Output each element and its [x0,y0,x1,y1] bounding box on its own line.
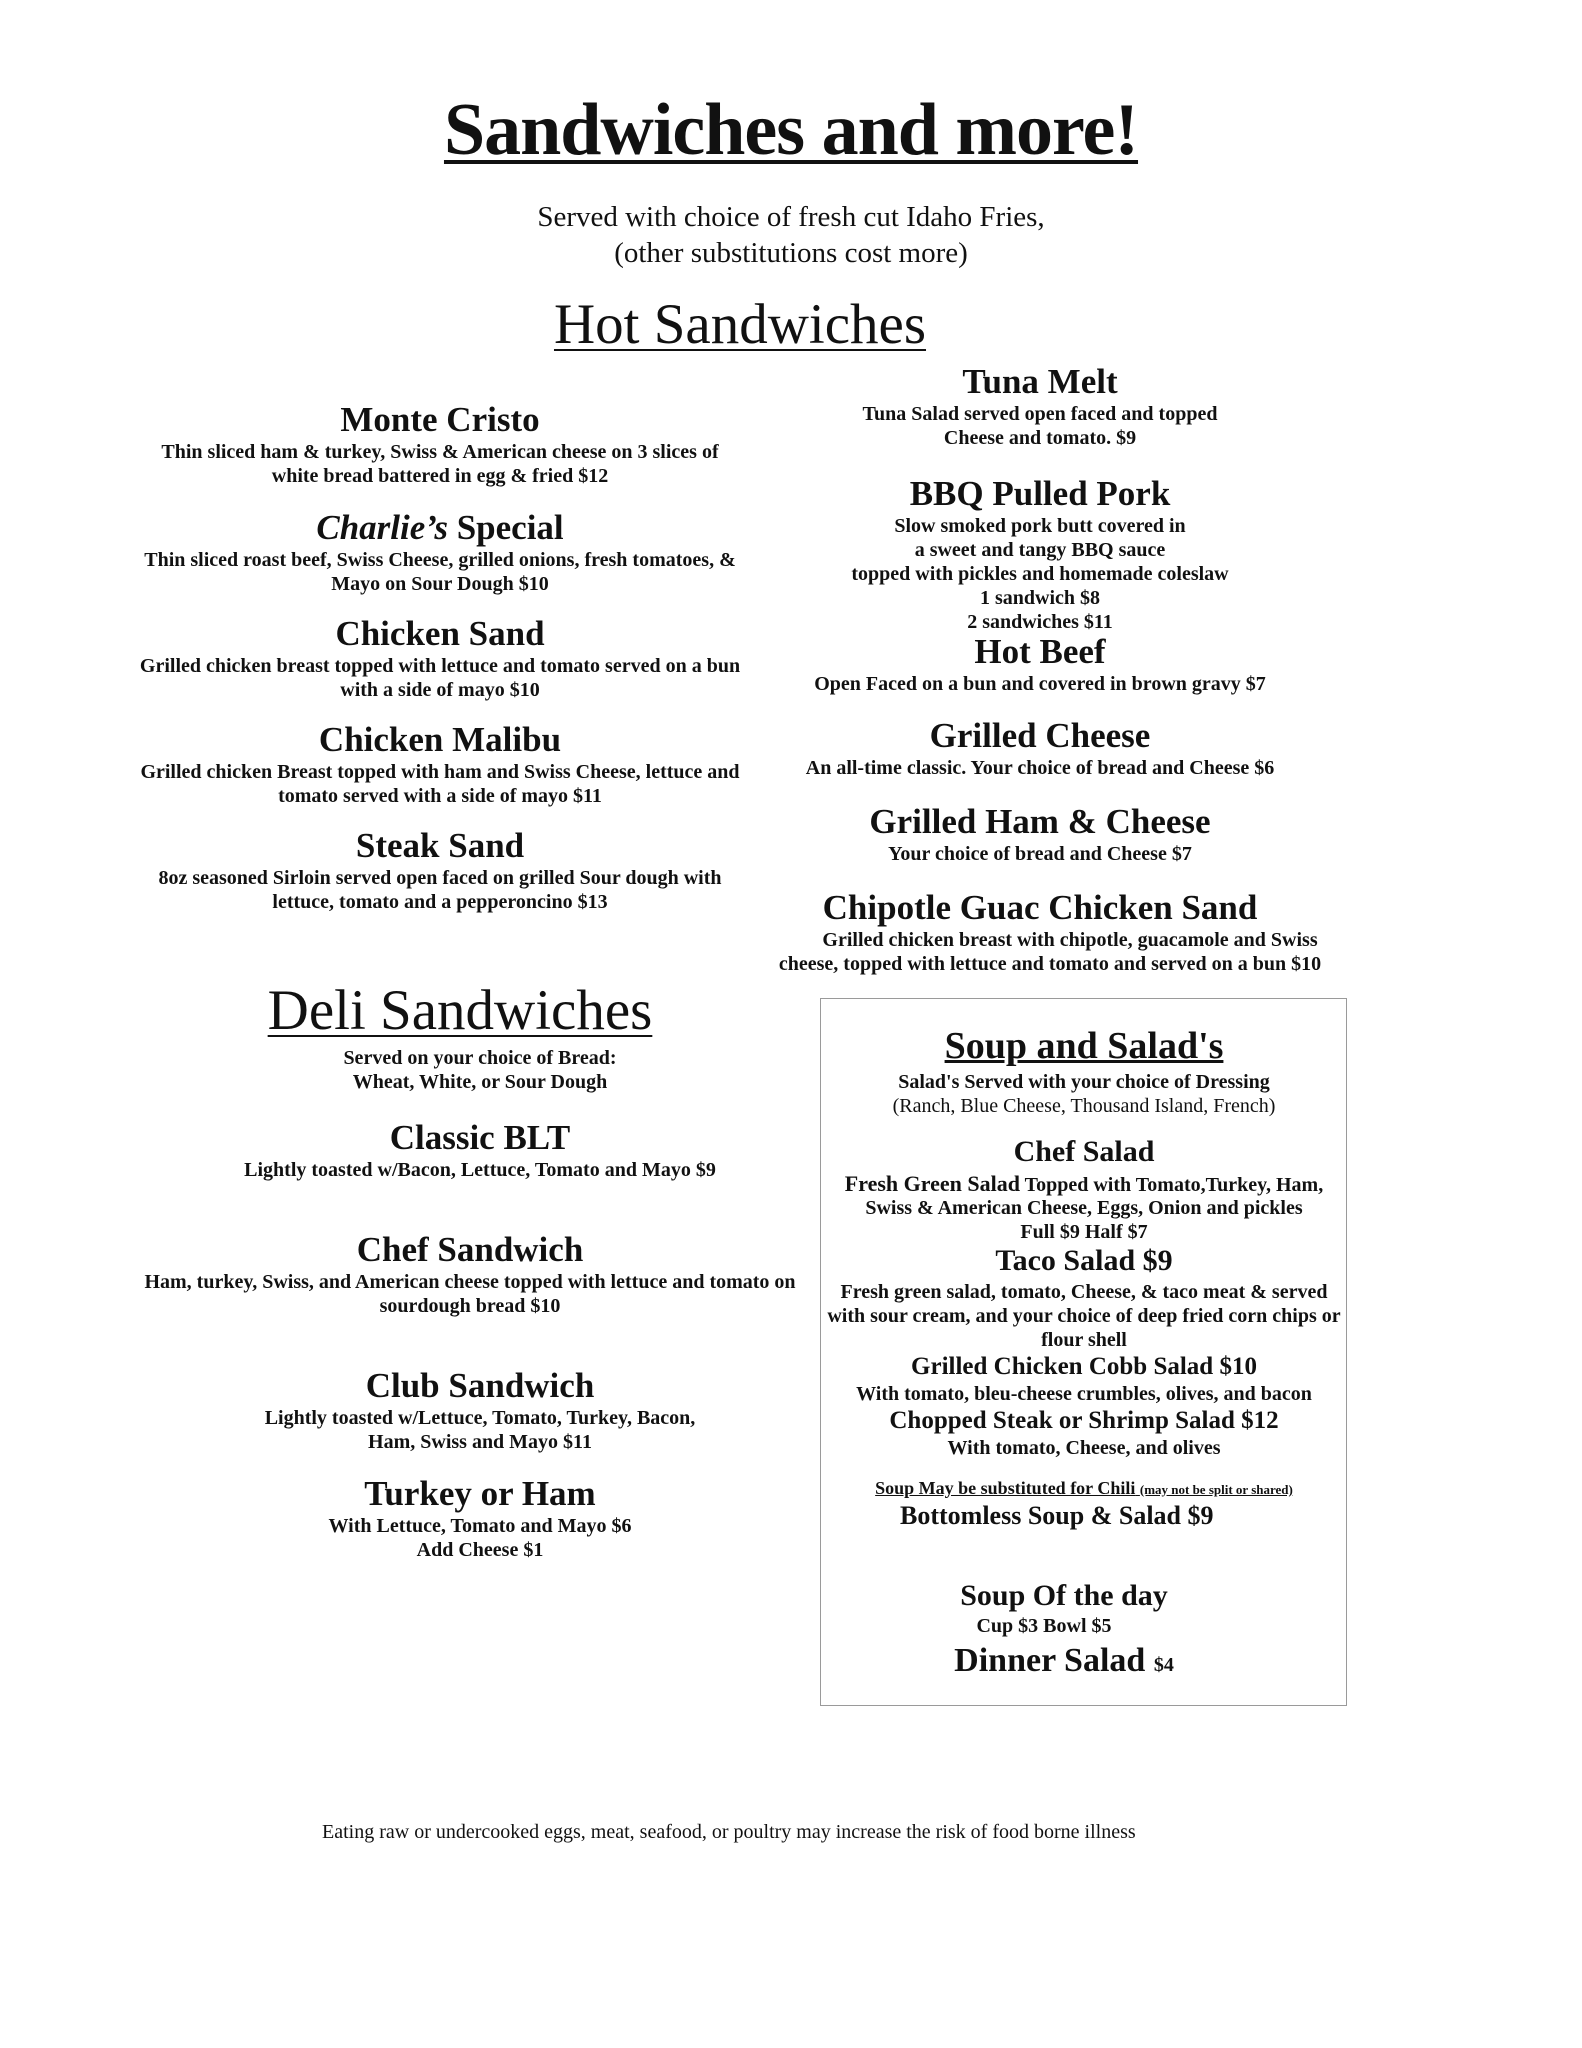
item-name: Grilled Cheese [929,716,1151,755]
item-name: Special [456,508,564,547]
menu-item-bbq-pulled-pork [760,474,1320,634]
chef-salad-price: Full $9 Half $7 [1020,1221,1148,1243]
item-desc-line: topped with pickles and homemade coleslaw [851,563,1229,585]
item-desc-line: Grilled chicken breast topped with lettuce and tomato served on a bun [139,655,741,677]
chef-salad-rest: Topped with Tomato,Turkey, Ham, [1019,1174,1324,1196]
taco-desc-line: Fresh green salad, tomato, Cheese, & taco meat & served [840,1281,1328,1303]
menu-item-charlies-special [120,508,760,596]
item-desc-line: Grilled chicken breast with chipotle, guacamole and Swiss [822,929,1318,951]
subtitle-line-2: (other substitutions cost more) [614,237,968,269]
chopped-salad-name: Chopped Steak or Shrimp Salad $12 [889,1407,1279,1434]
menu-item-tuna-melt [760,362,1320,450]
chef-salad-desc-1 [820,1172,1348,1197]
menu-item-steak-sand [120,826,760,914]
soup-salad-heading: Soup and Salad's [944,1025,1224,1067]
item-name: Chicken Malibu [318,720,562,759]
menu-item-turkey-or-ham [160,1474,800,1562]
item-desc-line: Lightly toasted w/Bacon, Lettuce, Tomato and Mayo $9 [244,1159,716,1181]
item-desc-line: Ham, Swiss and Mayo $11 [368,1431,592,1453]
deli-sandwiches-heading: Deli Sandwiches [267,979,653,1042]
item-name: Hot Beef [974,632,1106,671]
chili-note-small: (may not be split or shared) [1139,1482,1293,1497]
item-name: Club Sandwich [365,1366,595,1405]
item-name: Grilled Ham & Cheese [869,802,1211,841]
chili-note [820,1478,1348,1499]
menu-item-chipotle-guac [760,888,1320,928]
dinner-salad [800,1640,1328,1686]
item-desc-line: white bread battered in egg & fried $12 [271,465,609,487]
item-desc-line: Ham, turkey, Swiss, and American cheese topped with lettuce and tomato on [144,1271,796,1293]
item-name: Turkey or Ham [364,1474,596,1513]
menu-item-grilled-ham-cheese [760,802,1320,866]
item-name: Steak Sand [355,826,525,865]
deli-intro [160,1046,800,1094]
item-desc-line: 1 sandwich $8 [979,587,1101,609]
item-desc-line: Slow smoked pork butt covered in [894,515,1186,537]
chili-note-text: Soup May be substituted for Chili [875,1478,1136,1498]
item-desc-line: tomato served with a side of mayo $11 [278,785,602,807]
food-safety-disclaimer: Eating raw or undercooked eggs, meat, seafood, or poultry may increase the risk of food borne illness [322,1821,1136,1843]
item-desc-line: lettuce, tomato and a pepperoncino $13 [272,891,608,913]
chopped-salad-desc: With tomato, Cheese, and olives [947,1437,1221,1459]
item-desc-line: a sweet and tangy BBQ sauce [914,539,1166,561]
item-desc-line: Grilled chicken Breast topped with ham and Swiss Cheese, lettuce and [140,761,740,783]
page-title: Sandwiches and more! [443,89,1139,171]
item-desc-line: Mayo on Sour Dough $10 [331,573,549,595]
hot-sandwiches-heading: Hot Sandwiches [553,293,927,356]
cobb-salad-name: Grilled Chicken Cobb Salad $10 [911,1353,1257,1380]
menu-item-chicken-sand [120,614,760,702]
item-desc-line: Open Faced on a bun and covered in brown gravy $7 [814,673,1266,695]
item-desc-line: with a side of mayo $10 [340,679,540,701]
item-desc-line: Tuna Salad served open faced and topped [862,403,1218,425]
item-desc-line: Your choice of bread and Cheese $7 [888,843,1192,865]
item-desc-line: 2 sandwiches $11 [967,611,1113,633]
item-name: Monte Cristo [340,400,540,439]
item-desc-line: cheese, topped with lettuce and tomato and served on a bun $10 [778,953,1322,975]
taco-salad-name: Taco Salad $9 [995,1244,1173,1277]
item-name-italic: Charlie’s [316,508,448,547]
item-name: Classic BLT [389,1118,571,1157]
item-name: Chipotle Guac Chicken Sand [822,888,1258,927]
item-name: BBQ Pulled Pork [909,474,1171,513]
item-name: Chicken Sand [335,614,545,653]
soup-intro-1: Salad's Served with your choice of Dressing [898,1071,1270,1093]
item-desc-line: Thin sliced roast beef, Swiss Cheese, grilled onions, fresh tomatoes, & [144,549,736,571]
soup-of-the-day-price: Cup $3 Bowl $5 [976,1615,1112,1637]
menu-item-monte-cristo [120,400,760,488]
bottomless-soup-salad: Bottomless Soup & Salad $9 [900,1501,1214,1530]
chef-salad-name: Chef Salad [1013,1135,1155,1168]
menu-item-grilled-cheese [760,716,1320,780]
intro-line: Wheat, White, or Sour Dough [352,1071,608,1093]
taco-desc-line: with sour cream, and your choice of deep fried corn chips or [827,1305,1341,1327]
item-name: Chef Sandwich [356,1230,584,1269]
item-desc-line: 8oz seasoned Sirloin served open faced on grilled Sour dough with [158,867,722,889]
item-name: Tuna Melt [962,362,1118,401]
item-desc-line: Cheese and tomato. $9 [943,427,1137,449]
soup-of-the-day-name: Soup Of the day [960,1579,1168,1612]
dinner-salad-name: Dinner Salad [954,1642,1146,1679]
menu-item-hot-beef [760,632,1320,696]
intro-line: Served on your choice of Bread: [343,1047,617,1069]
chef-salad-desc-2: Swiss & American Cheese, Eggs, Onion and pickles [865,1197,1303,1219]
menu-item-club-sandwich [160,1366,800,1454]
soup-intro-2: (Ranch, Blue Cheese, Thousand Island, French) [892,1095,1276,1117]
taco-desc-line: flour shell [1041,1329,1127,1351]
item-desc-line: Lightly toasted w/Lettuce, Tomato, Turkey, Bacon, [264,1407,696,1429]
subtitle-line-1: Served with choice of fresh cut Idaho Fries, [537,201,1045,233]
item-desc-line: An all-time classic. Your choice of bread and Cheese $6 [805,757,1275,779]
menu-item-chef-sandwich [120,1230,820,1318]
menu-item-chicken-malibu [120,720,760,808]
item-desc-line: Add Cheese $1 [416,1539,544,1561]
menu-item-classic-blt [160,1118,800,1182]
item-desc-line: Thin sliced ham & turkey, Swiss & American cheese on 3 slices of [161,441,719,463]
cobb-salad-desc: With tomato, bleu-cheese crumbles, olives, and bacon [856,1383,1312,1405]
item-desc-line: sourdough bread $10 [379,1295,561,1317]
item-desc-line: With Lettuce, Tomato and Mayo $6 [328,1515,632,1537]
chef-salad-lead: Fresh Green Salad [844,1171,1020,1196]
dinner-salad-price: $4 [1153,1654,1174,1676]
